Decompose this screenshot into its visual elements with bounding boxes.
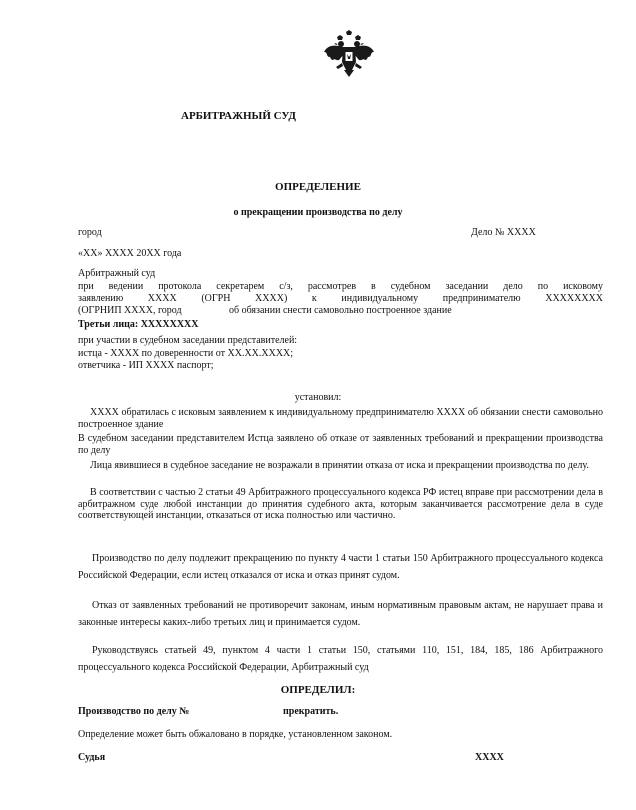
intro-line-1: при ведении протокола секретарем с/з, рассмотрев в судебном заседании дело по исковому bbox=[78, 281, 603, 292]
city-label: город bbox=[78, 227, 102, 238]
ruling-case: Производство по делу № bbox=[78, 706, 190, 717]
case-number: Дело № XXXX bbox=[471, 227, 536, 238]
court-name: АРБИТРАЖНЫЙ СУД bbox=[181, 110, 296, 122]
paragraph-article-49: В соответствии с частью 2 статьи 49 Арбитражного процессуального кодекса РФ истец вправе при рассмотрении дела в арбитражном суде любой инстанции до принятия судебного акта, которым заканчивается рассмотрение дела в суде соответствующей инстанции, отказаться от иска полностью или частично. bbox=[78, 487, 603, 522]
document-subtitle: о прекращении производства по делу bbox=[233, 207, 403, 218]
third-persons: Третьи лица: XXXXXXXX bbox=[78, 319, 199, 330]
judge-name: XXXX bbox=[475, 752, 504, 763]
paragraph-termination: Производство по делу подлежит прекращению по пункту 4 части 1 статьи 150 Арбитражного процессуального кодекса Российской Федерации, если истец отказался от иска и отказ принят судом. bbox=[78, 553, 603, 581]
intro-line-2: заявлению XXXX (ОГРН XXXX) к индивидуальному предпринимателю XXXXXXXX bbox=[78, 293, 603, 304]
appeal-note: Определение может быть обжаловано в порядке, установленном законом. bbox=[78, 729, 393, 740]
document-title: ОПРЕДЕЛЕНИЕ bbox=[275, 181, 361, 193]
paragraph-guided-by: Руководствуясь статьей 49, пунктом 4 части 1 статьи 150, статьями 110, 151, 184, 185, 186 Арбитражного процессуального кодекса Российской Федерации, Арбитражный суд bbox=[78, 645, 603, 673]
document-date: «XX» XXXX 20XX года bbox=[78, 248, 182, 259]
attendance-line-3: ответчика - ИП XXXX паспорт; bbox=[78, 360, 214, 371]
attendance-line-2: истца - XXXX по доверенности от XX.XX.XXXX; bbox=[78, 348, 294, 359]
paragraph-claim: XXXX обратилась с исковым заявлением к индивидуальному предпринимателю XXXX об обязании снести самовольно построенное здание bbox=[78, 407, 603, 430]
judge-label: Судья bbox=[78, 752, 106, 763]
paragraph-withdrawal: В судебном заседании представителем Истца заявлено об отказе от заявленных требований и прекращении производства по делу bbox=[78, 433, 603, 456]
court-label: Арбитражный суд bbox=[78, 268, 156, 279]
paragraph-no-contradiction: Отказ от заявленных требований не противоречит законам, иным нормативным правовым актам, не нарушает права и законные интересы каких-либо третьих лиц и принимается судом. bbox=[78, 600, 603, 628]
attendance-line-1: при участии в судебном заседании представителей: bbox=[78, 335, 298, 346]
intro-line-3a: (ОГРНИП XXXX, город bbox=[78, 305, 182, 316]
coat-of-arms-emblem bbox=[323, 30, 375, 78]
intro-line-3b: об обязании снести самовольно построенное здание bbox=[229, 305, 452, 316]
paragraph-no-objection: Лица явившиеся в судебное заседание не возражали в принятии отказа от иска и прекращении производства по делу. bbox=[90, 460, 589, 471]
established-heading: установил: bbox=[294, 392, 342, 403]
ruling-terminate: прекратить. bbox=[283, 706, 339, 717]
decided-heading: ОПРЕДЕЛИЛ: bbox=[280, 684, 356, 696]
